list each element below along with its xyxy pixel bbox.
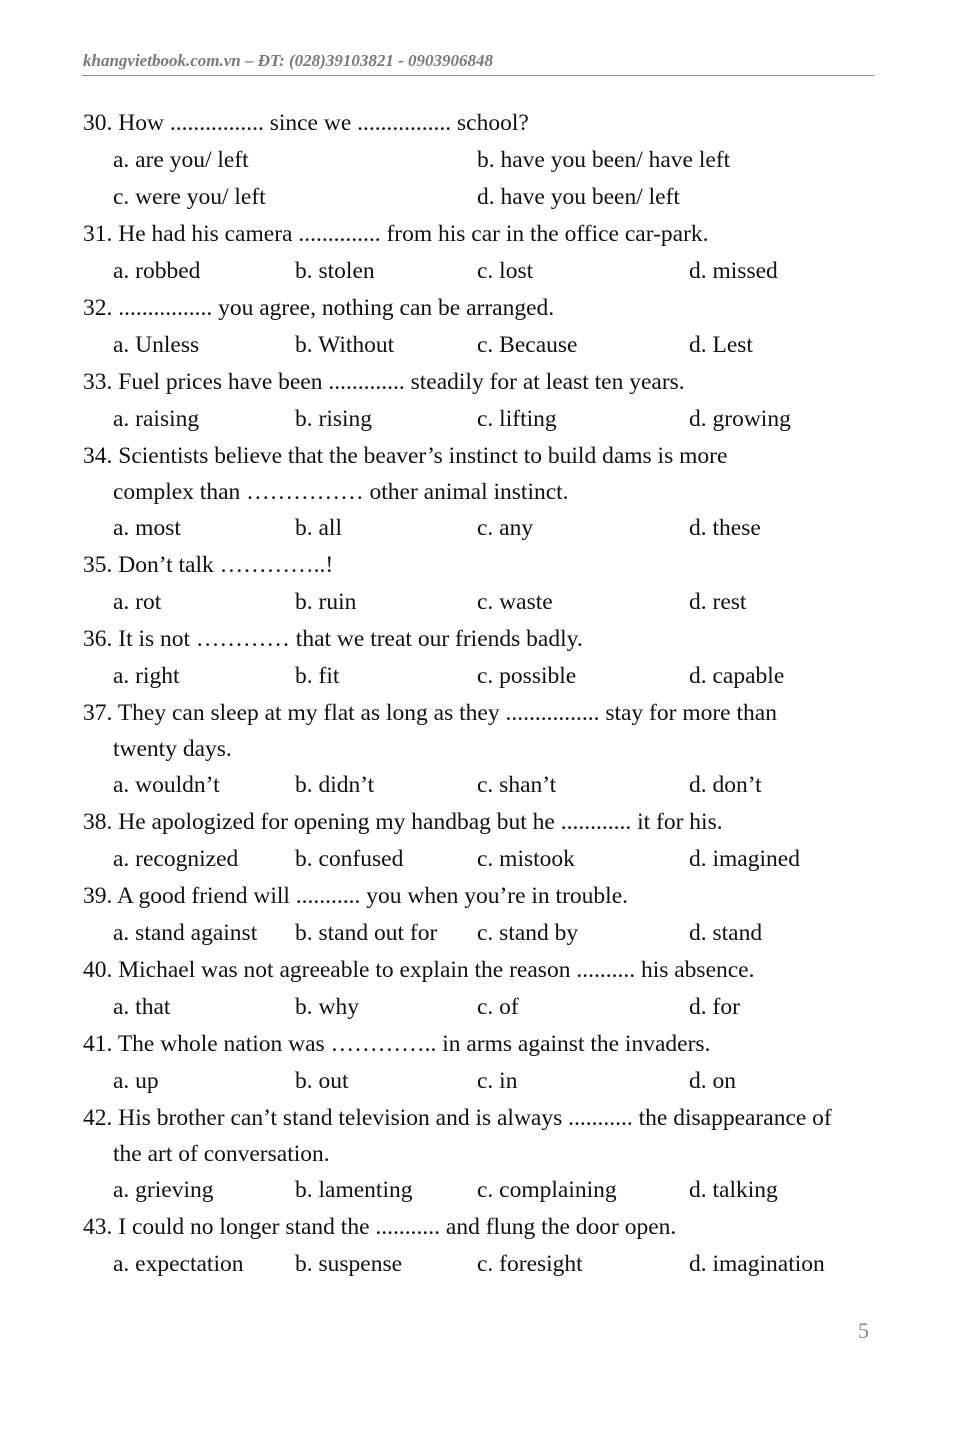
answer-option: b. suspense: [295, 1251, 403, 1277]
answer-option: d. don’t: [689, 772, 762, 798]
options-row: [83, 584, 883, 621]
options-row: [83, 401, 883, 438]
answer-option: a. robbed: [113, 258, 201, 284]
answer-option: d. have you been/ left: [477, 184, 680, 210]
question-list: [83, 105, 883, 1283]
question-item: [83, 364, 883, 438]
answer-option: d. on: [689, 1068, 736, 1094]
question-text: 36. It is not ………… that we treat our friends badly.: [83, 626, 583, 652]
answer-option: a. that: [113, 994, 171, 1020]
answer-option: c. complaining: [477, 1177, 617, 1203]
answer-option: a. raising: [113, 406, 200, 432]
answer-option: c. mistook: [477, 846, 575, 872]
options-row: [83, 510, 883, 547]
answer-option: d. rest: [689, 589, 747, 615]
answer-option: b. all: [295, 515, 342, 541]
question-item: [83, 1209, 883, 1283]
answer-option: c. lifting: [477, 406, 557, 432]
options-row: [83, 327, 883, 364]
answer-option: b. have you been/ have left: [477, 147, 731, 173]
answer-option: d. stand: [689, 920, 763, 946]
answer-option: b. lamenting: [295, 1177, 413, 1203]
question-item: [83, 1026, 883, 1100]
answer-option: a. up: [113, 1068, 159, 1094]
answer-option: c. were you/ left: [113, 184, 266, 210]
header-divider: [82, 75, 874, 76]
answer-option: a. most: [113, 515, 181, 541]
answer-option: c. any: [477, 515, 534, 541]
page-number: 5: [858, 1318, 869, 1343]
question-item: [83, 290, 883, 364]
question-item: [83, 547, 883, 621]
question-text: 39. A good friend will ........... you when you’re in trouble.: [83, 883, 628, 909]
question-text: 42. His brother can’t stand television and is always ........... the disappearance of: [83, 1105, 832, 1131]
answer-option: c. stand by: [477, 920, 579, 946]
options-row: [83, 1172, 883, 1209]
answer-option: b. fit: [295, 663, 340, 689]
question-text: 38. He apologized for opening my handbag but he ............ it for his.: [83, 809, 723, 835]
answer-option: d. for: [689, 994, 740, 1020]
answer-option: b. ruin: [295, 589, 357, 615]
question-text: 40. Michael was not agreeable to explain the reason .......... his absence.: [83, 957, 755, 983]
answer-option: c. Because: [477, 332, 578, 358]
answer-option: c. waste: [477, 589, 553, 615]
question-text-continued: twenty days.: [113, 736, 232, 762]
answer-option: a. Unless: [113, 332, 200, 358]
answer-option: d. imagination: [689, 1251, 825, 1277]
question-item: [83, 695, 883, 804]
question-text: 34. Scientists believe that the beaver’s instinct to build dams is more: [83, 443, 728, 469]
answer-option: d. missed: [689, 258, 778, 284]
question-text: 41. The whole nation was ………….. in arms against the invaders.: [83, 1031, 711, 1057]
answer-option: a. grieving: [113, 1177, 214, 1203]
answer-option: a. wouldn’t: [113, 772, 220, 798]
answer-option: d. imagined: [689, 846, 800, 872]
question-item: [83, 804, 883, 878]
answer-option: d. growing: [689, 406, 791, 432]
answer-option: b. rising: [295, 406, 373, 432]
options-row: [83, 989, 883, 1026]
question-text: 43. I could no longer stand the ........... and flung the door open.: [83, 1214, 677, 1240]
question-text: 35. Don’t talk …………..!: [83, 552, 334, 578]
answer-option: b. out: [295, 1068, 349, 1094]
question-item: [83, 621, 883, 695]
question-item: [83, 438, 883, 547]
answer-option: a. expectation: [113, 1251, 244, 1277]
question-item: [83, 1100, 883, 1209]
question-text: 32. ................ you agree, nothing can be arranged.: [83, 295, 555, 321]
answer-option: a. are you/ left: [113, 147, 249, 173]
question-text-continued: the art of conversation.: [113, 1141, 330, 1167]
question-text-continued: complex than …………… other animal instinct.: [113, 479, 569, 505]
answer-option: a. recognized: [113, 846, 239, 872]
answer-option: c. of: [477, 994, 519, 1020]
answer-option: c. in: [477, 1068, 518, 1094]
question-text: 33. Fuel prices have been ............. steadily for at least ten years.: [83, 369, 685, 395]
options-row: [83, 658, 883, 695]
question-item: [83, 105, 883, 216]
options-row: [83, 142, 883, 179]
question-text: 31. He had his camera .............. from his car in the office car-park.: [83, 221, 709, 247]
question-item: [83, 952, 883, 1026]
answer-option: b. stolen: [295, 258, 375, 284]
answer-option: b. confused: [295, 846, 404, 872]
question-text: 30. How ................ since we ................ school?: [83, 110, 529, 136]
answer-option: b. stand out for: [295, 920, 438, 946]
answer-option: c. shan’t: [477, 772, 557, 798]
answer-option: b. Without: [295, 332, 395, 358]
answer-option: d. capable: [689, 663, 785, 689]
answer-option: c. foresight: [477, 1251, 583, 1277]
answer-option: a. rot: [113, 589, 162, 615]
options-row: [83, 179, 883, 216]
answer-option: c. lost: [477, 258, 534, 284]
answer-option: d. Lest: [689, 332, 753, 358]
answer-option: a. stand against: [113, 920, 258, 946]
page-header: khangvietbook.com.vn – ĐT: (028)39103821 - 0903906848: [83, 51, 494, 70]
options-row: [83, 915, 883, 952]
answer-option: a. right: [113, 663, 180, 689]
options-row: [83, 1063, 883, 1100]
answer-option: b. why: [295, 994, 359, 1020]
question-item: [83, 878, 883, 952]
answer-option: c. possible: [477, 663, 577, 689]
options-row: [83, 767, 883, 804]
answer-option: b. didn’t: [295, 772, 375, 798]
question-text: 37. They can sleep at my flat as long as they ................ stay for more than: [83, 700, 777, 726]
question-item: [83, 216, 883, 290]
answer-option: d. these: [689, 515, 761, 541]
options-row: [83, 253, 883, 290]
options-row: [83, 1246, 883, 1283]
options-row: [83, 841, 883, 878]
answer-option: d. talking: [689, 1177, 778, 1203]
